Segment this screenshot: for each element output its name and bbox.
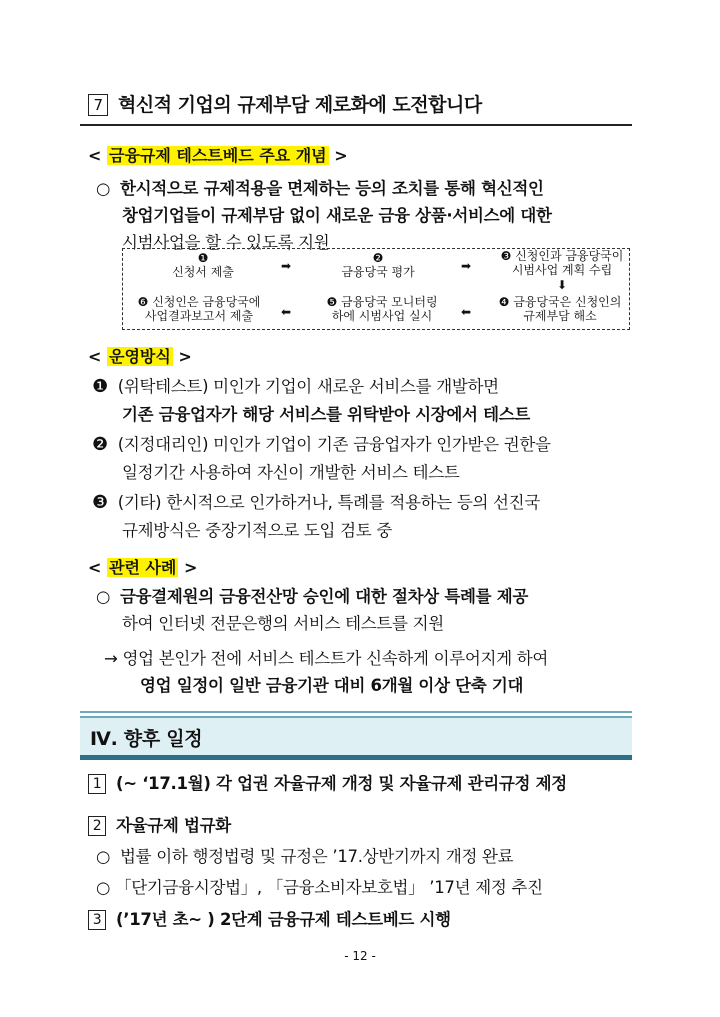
process-flow-diagram (122, 248, 630, 330)
cases-line-3: → 영업 본인가 전에 서비스 테스트가 신속하게 이루어지게 하여 (104, 649, 549, 668)
flow-step-2: ❷ 금융당국 평가 (341, 251, 415, 279)
concept-line-1: 한시적으로 규제적용을 면제하는 등의 조치를 통해 혁신적인 (120, 179, 544, 198)
cases-heading: < 관련 사례 > (88, 558, 198, 577)
cases-line-1: 금융결제원의 금융전산망 승인에 대한 절차상 특례를 제공 (120, 587, 529, 606)
operation-item-1-cont: 기존 금융업자가 해당 서비스를 위탁받아 시장에서 테스트 (122, 405, 531, 424)
page-number: - 12 - (344, 949, 376, 963)
flow-step-5: ❺ 금융당국 모니터링 하에 시범사업 실시 (326, 295, 438, 323)
arrow-left-icon: ⬅ (281, 305, 292, 319)
operation-item-3: ❸ (기타) 한시적으로 인가하거나, 특례를 적용하는 등의 선진국 (92, 492, 540, 513)
concept-heading: < 금융규제 테스트베드 주요 개념 > (88, 146, 348, 165)
operation-heading: < 운영방식 > (88, 347, 192, 366)
cases-heading-text: 관련 사례 (108, 558, 177, 577)
cases-line-4: 영업 일정이 일반 금융기관 대비 6개월 이상 단축 기대 (140, 676, 524, 695)
schedule-item-3: 3 (’17년 초~ ) 2단계 금융규제 테스트베드 시행 (88, 906, 451, 933)
operation-item-3-cont: 규제방식은 중장기적으로 도입 검토 중 (122, 521, 393, 540)
section-banner (80, 711, 632, 760)
operation-item-2-cont: 일정기간 사용하여 자신이 개발한 서비스 테스트 (122, 463, 460, 482)
schedule-item-2-bullet-2: ○ 「단기금융시장법」, 「금융소비자보호법」 ’17년 제정 추진 (96, 878, 543, 897)
section-title (88, 90, 482, 117)
concept-line-3: 시범사업을 할 수 있도록 지원 (122, 233, 330, 252)
operation-item-1: ❶ (위탁테스트) 미인가 기업이 새로운 서비스를 개발하면 (92, 376, 499, 397)
concept-heading-text: 금융규제 테스트베드 주요 개념 (108, 146, 327, 165)
flow-step-1: ❶ 신청서 제출 (172, 251, 234, 279)
schedule-item-2: 2 자율규제 법규화 (88, 812, 231, 839)
operation-item-2: ❷ (지정대리인) 미인가 기업이 기존 금융업자가 인가받은 권한을 (92, 434, 551, 455)
section-number: 7 (88, 94, 108, 116)
schedule-item-2-bullet-1: ○ 법률 이하 행정법령 및 규정은 ’17.상반기까지 개정 완료 (96, 847, 514, 866)
banner-title: Ⅳ. 향후 일정 (90, 728, 203, 750)
arrow-right-icon: ➡ (461, 259, 472, 273)
operation-heading-text: 운영방식 (108, 347, 171, 366)
arrow-left-icon: ⬅ (461, 305, 472, 319)
title-underline (80, 124, 632, 126)
flow-step-6: ❻ 신청인은 금융당국에 사업결과보고서 제출 (137, 295, 261, 323)
flow-step-4: ❹ 금융당국은 신청인의 규제부담 해소 (498, 295, 622, 323)
bullet: ○ (96, 179, 111, 198)
flow-step-3: ❸ 신청인과 금융당국이 시범사업 계획 수립 (500, 249, 624, 277)
cases-paragraph: ○ 금융결제원의 금융전산망 승인에 대한 절차상 특례를 제공 하여 인터넷 전문은행의 서비스 테스트를 지원 → 영업 본인가 전에 서비스 테스트가 신속하게 이루어지게 하여 영업 일정이 일반 금융기관 대비 6개월 이상 단축 기대 (96, 583, 548, 699)
schedule-item-1: 1 (~ ‘17.1월) 각 업권 자율규제 개정 및 자율규제 관리규정 제정 (88, 770, 567, 797)
concept-paragraph (96, 175, 552, 256)
arrow-right-icon: ➡ (281, 259, 292, 273)
operation-list (92, 373, 551, 545)
concept-line-2: 창업기업들이 규제부담 없이 새로운 금융 상품·서비스에 대한 (122, 206, 552, 225)
arrow-down-icon: ⬇ (557, 278, 568, 292)
section-title-text: 혁신적 기업의 규제부담 제로화에 도전합니다 (118, 94, 482, 116)
cases-line-2: 하여 인터넷 전문은행의 서비스 테스트를 지원 (122, 614, 444, 633)
